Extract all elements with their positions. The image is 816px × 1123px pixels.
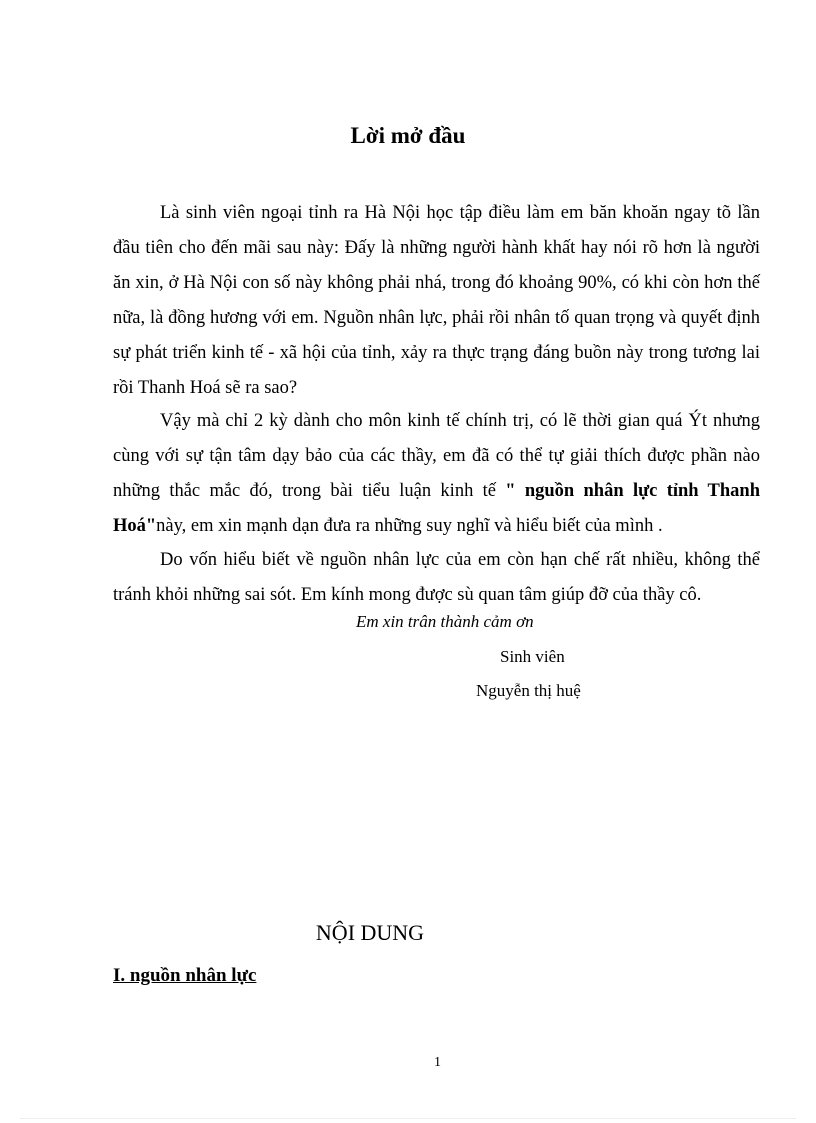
paragraph-2: [113, 404, 760, 544]
paragraph-2-text-before: Vậy mà chỉ 2 kỳ dành cho môn kinh tế chính trị, có lẽ thời gian quá Ýt nhưng cùng với sự tận tâm dạy bảo của các thầy, em đã có thể tự giải thích được phần nào những thắc mắc đó, trong bài tiểu luận kinh tế: [113, 411, 760, 501]
paragraph-1: Là sinh viên ngoại tỉnh ra Hà Nội học tập điều làm em băn khoăn ngay tõ lần đầu tiên cho đến mãi sau này: Đấy là những người hành khất hay nói rõ hơn là người ăn xin, ở Hà Nội con số này không phải nhá, trong đó khoảng 90%, có khi còn hơn thế nữa, là đồng hương với em. Nguồn nhân lực, phải rồi nhân tố quan trọng và quyết định sự phát triển kinh tế - xã hội của tỉnh, xảy ra thực trạng đáng buồn này trong tương lai rồi Thanh Hoá sẽ ra sao?: [113, 203, 760, 398]
paragraph-2-text-after: này, em xin mạnh dạn đưa ra những suy nghĩ và hiểu biết của mình .: [156, 516, 663, 536]
closing-name: Nguyễn thị huệ: [476, 681, 581, 700]
page-title: Lời mở đầu: [350, 123, 466, 148]
closing-thanks: Em xin trân thành cảm ơn: [356, 612, 534, 631]
closing-role: Sinh viên: [500, 647, 565, 666]
intro-body: [113, 196, 760, 613]
page-bottom-rule: [20, 1118, 796, 1119]
section-title: NỘI DUNG: [315, 920, 425, 945]
paragraph-2-bold-title: " nguồn nhân lực tỉnh Thanh Hoá": [113, 481, 760, 536]
page-number: 1: [434, 1055, 441, 1070]
paragraph-3: Do vốn hiểu biết về nguồn nhân lực của em còn hạn chế rất nhiều, không thể tránh khỏi những sai sót. Em kính mong được sù quan tâm giúp đỡ của thầy cô.: [113, 550, 760, 605]
section-subtitle: I. nguồn nhân lực: [113, 965, 257, 986]
